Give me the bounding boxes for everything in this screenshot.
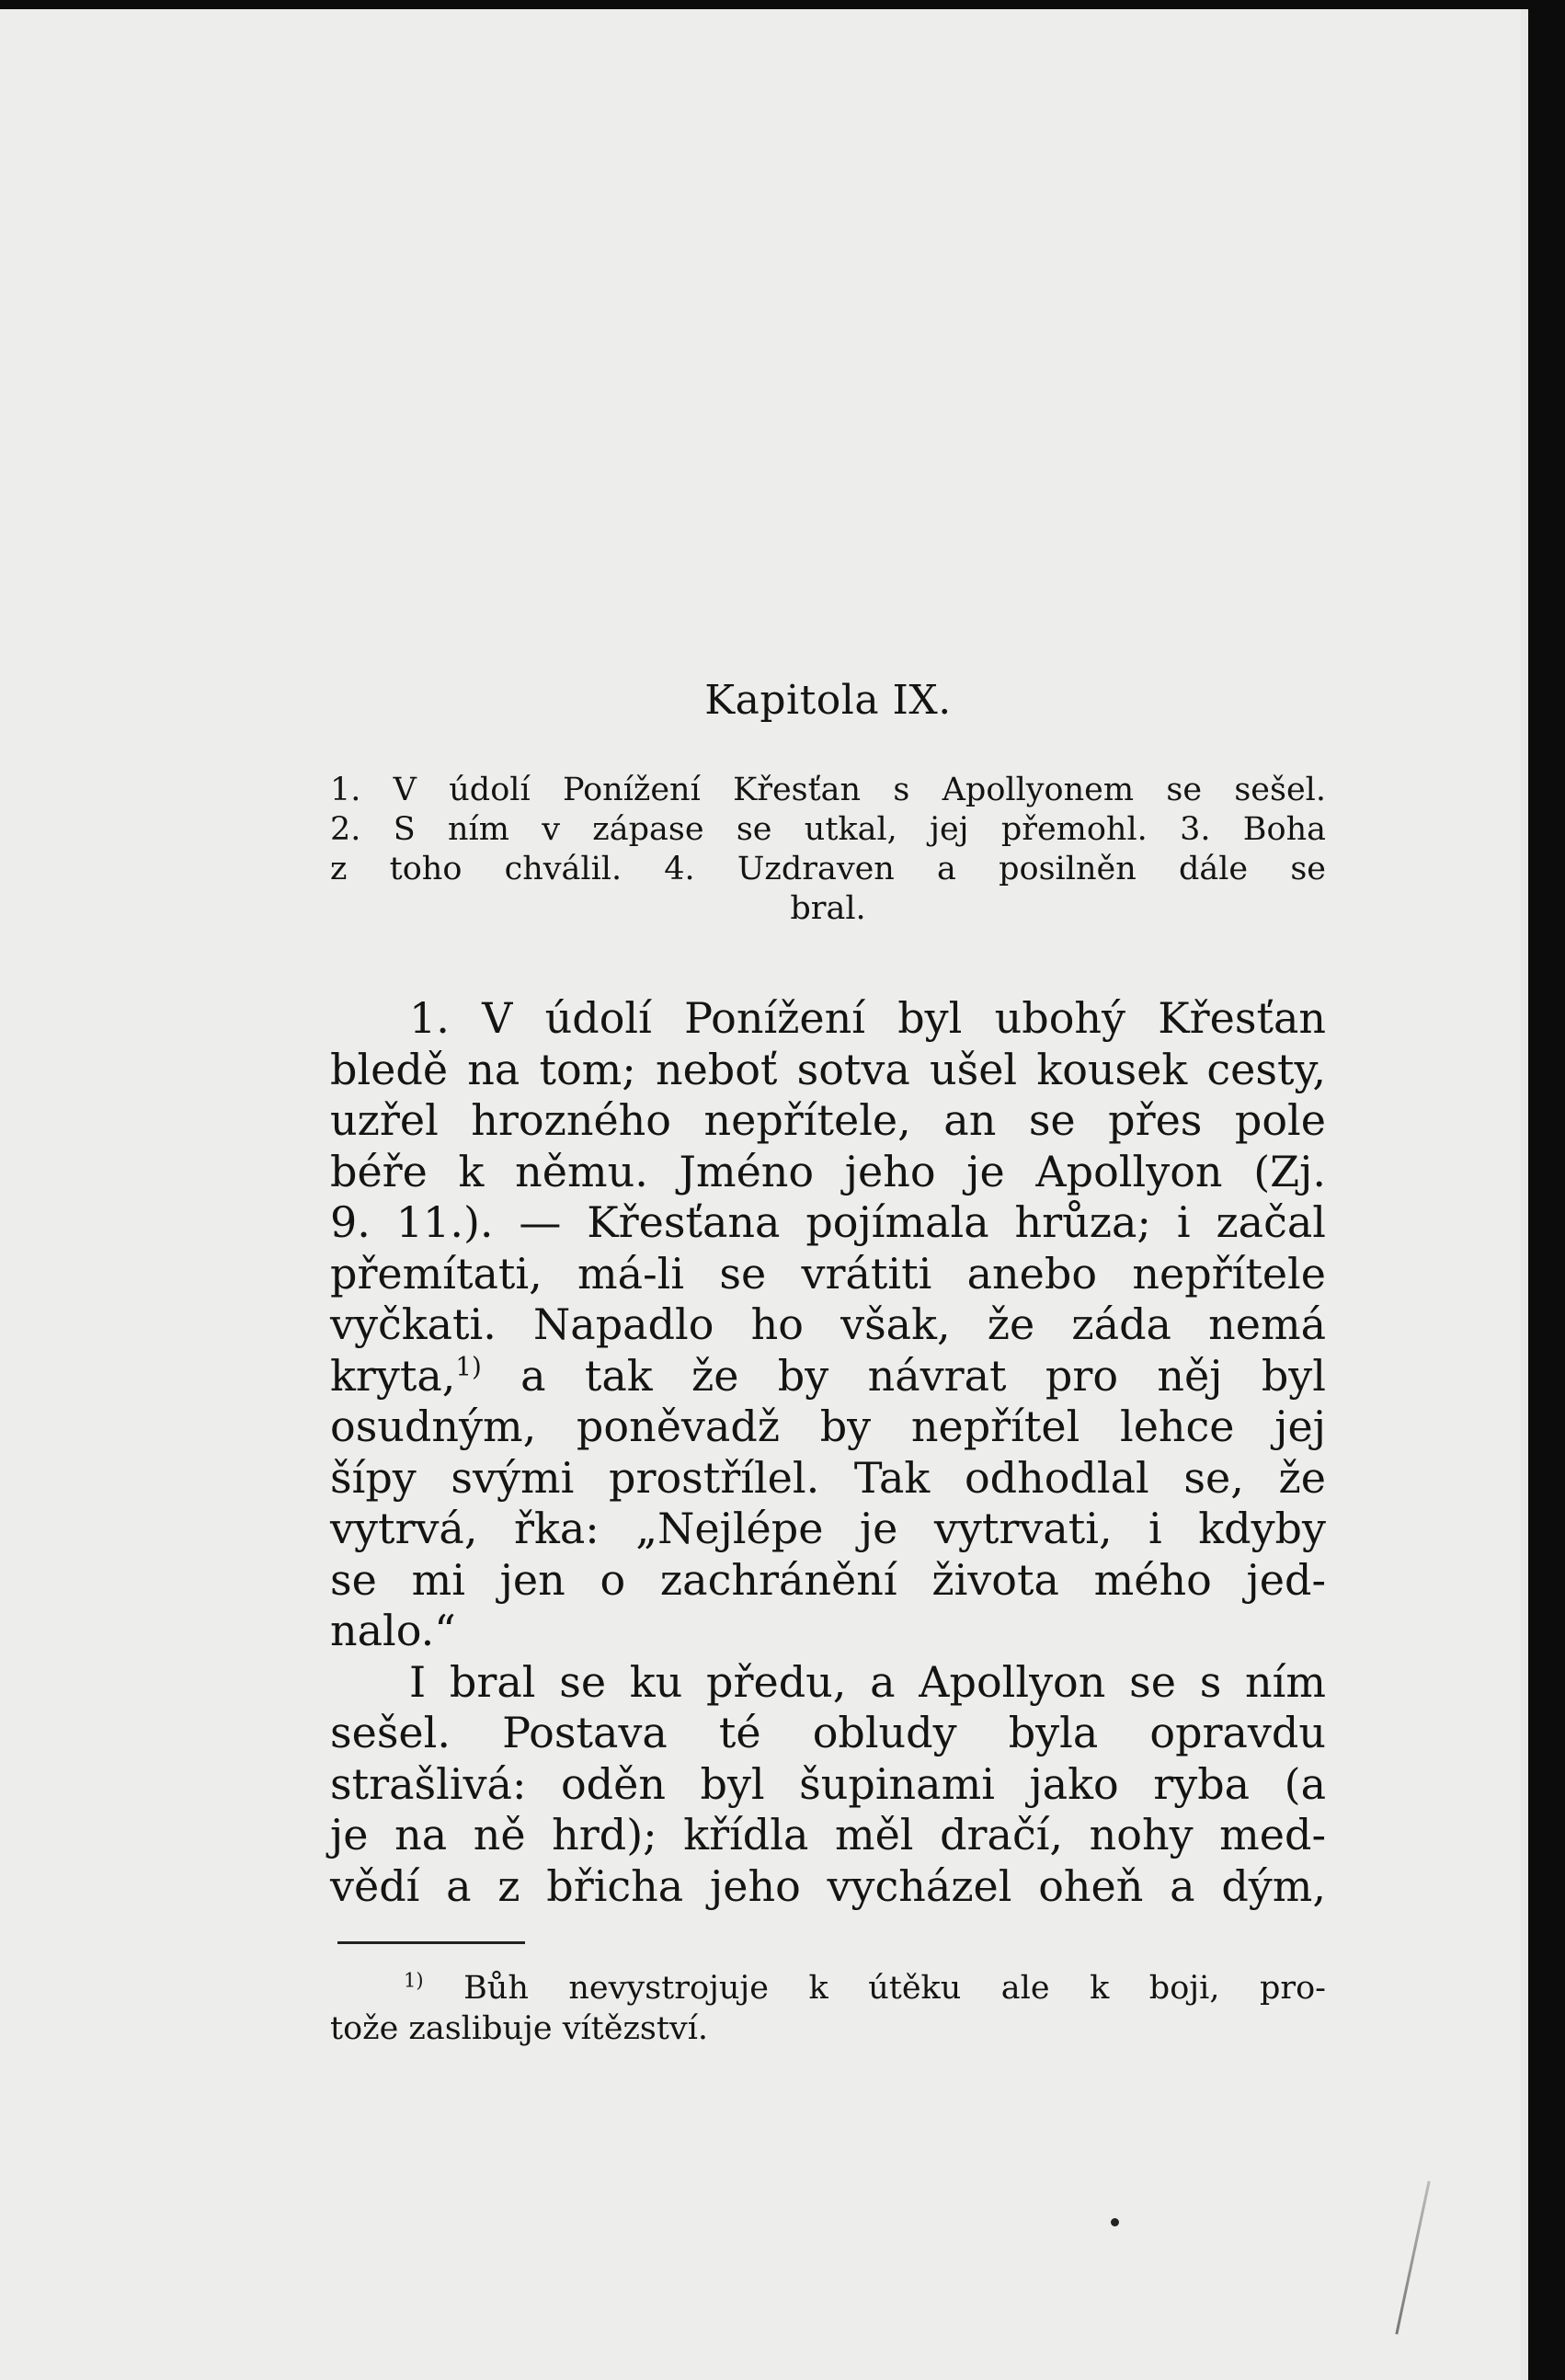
summary-line: z toho chválil. 4. Uzdraven a posilněn dále se (330, 851, 1326, 887)
paragraph-line: bledě na tom; neboť sotva ušel kousek cesty, (330, 1044, 1326, 1094)
paragraph-line: 9. 11.). — Křesťana pojímala hrůza; i začal (330, 1197, 1326, 1247)
scan-border (0, 0, 1565, 9)
paragraph-line: šípy svými prostřílel. Tak odhodlal se, že (330, 1452, 1326, 1503)
paragraph-line: přemítati, má-li se vrátiti anebo nepřítele (330, 1248, 1326, 1299)
paragraph-word: kryta, (330, 1350, 456, 1401)
footnote-reference[interactable]: 1) (455, 1351, 482, 1382)
paragraph-line: sešel. Postava té obludy byla opravdu (330, 1708, 1326, 1757)
paragraph-line: uzřel hrozného nepřítele, an se přes pole (330, 1095, 1326, 1145)
footnote-line: tože zaslibuje vítězství. (330, 2010, 709, 2047)
footnote-text: Bůh nevystrojuje k útěku ale k boji, pro- (423, 1970, 1326, 2007)
paragraph-line: 1. V údolí Ponížení byl ubohý Křesťan (409, 993, 1326, 1043)
paragraph-line: vytrvá, řka: „Nejlépe je vytrvati, i kdyby (330, 1504, 1326, 1553)
paragraph-line: vědí a z břicha jeho vycházel oheň a dým, (330, 1860, 1326, 1911)
summary-line: 1. V údolí Ponížení Křesťan s Apollyonem se sešel. (330, 772, 1326, 808)
body-text (330, 993, 1326, 1912)
footnote (330, 1968, 1326, 2049)
chapter-heading: Kapitola IX. (704, 677, 952, 724)
paragraph-line: nalo.“ (330, 1606, 456, 1655)
paragraph-line: vyčkati. Napadlo ho však, že záda nemá (330, 1299, 1326, 1349)
footnote-divider (337, 1941, 525, 1944)
paragraph-line: I bral se ku předu, a Apollyon se s ním (409, 1656, 1326, 1707)
page-edge (1521, 0, 1528, 2380)
chapter-summary (330, 771, 1326, 929)
summary-line: 2. S ním v zápase se utkal, jej přemohl. 3. Boha (330, 811, 1326, 848)
paragraph-line: béře k němu. Jméno jeho je Apollyon (Zj. (330, 1146, 1326, 1196)
paragraph-line (330, 1351, 1326, 1402)
paragraph-line: strašlivá: oděn byl šupinami jako ryba (a (330, 1758, 1326, 1809)
footnote-line (330, 1968, 1326, 2008)
paragraph-line: se mi jen o zachránění života mého jed- (330, 1554, 1326, 1605)
scan-speck (1111, 2218, 1119, 2226)
paragraph-line: osudným, poněvadž by nepřítel lehce jej (330, 1402, 1326, 1451)
paragraph-line: je na ně hrd); křídla měl dračí, nohy med- (330, 1810, 1326, 1859)
paragraph-line-rest: a tak že by návrat pro něj byl (481, 1350, 1326, 1401)
footnote-marker: 1) (404, 1969, 424, 1992)
summary-line: bral. (790, 890, 866, 927)
